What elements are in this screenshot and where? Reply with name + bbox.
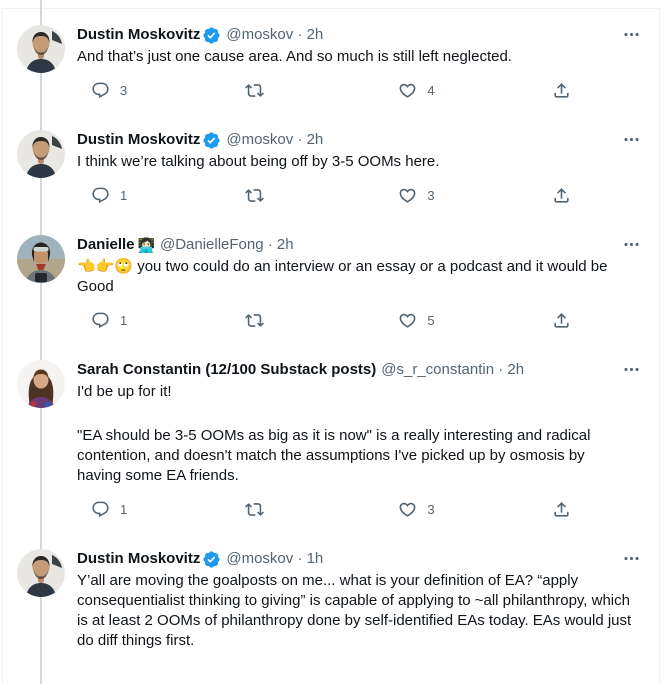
retweet-arrows-icon (245, 186, 264, 205)
tweet-header (77, 360, 643, 380)
heart-icon (398, 500, 417, 519)
danielle-fong-avatar[interactable] (17, 235, 65, 283)
author-name[interactable]: Dustin Moskovitz (77, 550, 201, 567)
like-count: 3 (427, 187, 435, 203)
reply-count: 1 (120, 501, 128, 517)
author-handle[interactable]: @DanielleFong · 2h (159, 236, 294, 253)
like-button[interactable] (398, 186, 435, 205)
tweet-text: I think we’re talking about being off by 3-5 OOMs here. (77, 153, 440, 170)
tweet[interactable] (3, 344, 659, 533)
author-name-emoji: 👩🏻‍💻 (137, 237, 155, 253)
author-handle[interactable]: @s_r_constantin · 2h (381, 361, 525, 378)
tweet-text: 👈👉🙄 you two could do an interview or an essay or a podcast and it would be Good (77, 258, 608, 295)
verified-badge-icon (202, 550, 221, 569)
verified-badge-icon (202, 131, 221, 150)
tweet-text: And that’s just one cause area. And so much is still left neglected. (77, 48, 512, 65)
heart-icon (398, 81, 417, 100)
more-ellipsis-icon (622, 25, 641, 44)
share-upload-icon (552, 311, 571, 330)
dustin-moskovitz-avatar[interactable] (17, 130, 65, 178)
more-ellipsis-icon (622, 360, 641, 379)
reply-button[interactable] (91, 186, 128, 205)
retweet-button[interactable] (245, 311, 282, 330)
share-button[interactable] (552, 500, 571, 519)
dustin-moskovitz-avatar[interactable] (17, 25, 65, 73)
reply-bubble-icon (91, 500, 110, 519)
share-upload-icon (552, 186, 571, 205)
tweet[interactable] (3, 533, 659, 665)
share-button[interactable] (552, 186, 571, 205)
more-ellipsis-icon (622, 130, 641, 149)
tweet-actions (77, 311, 571, 330)
tweet-text: Y’all are moving the goalposts on me... what is your definition of EA? “apply consequentialist thinking to giving” is capable of applying to ~all philanthropy, which is at least 2 OOMs of philanthropy done by self-identified EAs today. EAs would just do diff things first. (77, 572, 632, 649)
tweet-actions (77, 81, 571, 100)
tweet-header (77, 130, 643, 150)
reply-button[interactable] (91, 311, 128, 330)
share-button[interactable] (552, 81, 571, 100)
author-name[interactable]: Sarah Constantin (12/100 Substack posts) (77, 361, 377, 378)
tweet-actions (77, 186, 571, 205)
like-count: 3 (427, 501, 435, 517)
reply-button[interactable] (91, 500, 128, 519)
more-ellipsis-icon (622, 235, 641, 254)
reply-bubble-icon (91, 311, 110, 330)
share-button[interactable] (552, 311, 571, 330)
like-count: 4 (427, 82, 435, 98)
tweet-header (77, 25, 643, 45)
tweet-actions (77, 500, 571, 519)
share-upload-icon (552, 500, 571, 519)
tweet-thread (2, 8, 660, 684)
retweet-arrows-icon (245, 311, 264, 330)
reply-count: 1 (120, 312, 128, 328)
tweet-header (77, 549, 643, 569)
more-button[interactable] (620, 549, 643, 568)
author-name[interactable]: Dustin Moskovitz (77, 26, 201, 43)
reply-bubble-icon (91, 81, 110, 100)
more-button[interactable] (620, 235, 643, 254)
like-button[interactable] (398, 500, 435, 519)
retweet-button[interactable] (245, 500, 282, 519)
reply-button[interactable] (91, 81, 128, 100)
retweet-arrows-icon (245, 81, 264, 100)
reply-bubble-icon (91, 186, 110, 205)
author-handle[interactable]: @moskov · 1h (226, 550, 324, 567)
tweet-text: I'd be up for it! "EA should be 3-5 OOMs as big as it is now" is a really interesting and radical contention, and doesn't match the assumptions I've picked up by osmosis by having some EA friends. (77, 383, 591, 484)
more-button[interactable] (620, 130, 643, 149)
retweet-arrows-icon (245, 500, 264, 519)
author-name[interactable]: Dustin Moskovitz (77, 131, 201, 148)
tweet[interactable] (3, 114, 659, 219)
reply-count: 3 (120, 82, 128, 98)
dustin-moskovitz-avatar[interactable] (17, 549, 65, 597)
heart-icon (398, 311, 417, 330)
author-handle[interactable]: @moskov · 2h (226, 131, 324, 148)
like-button[interactable] (398, 311, 435, 330)
heart-icon (398, 186, 417, 205)
share-upload-icon (552, 81, 571, 100)
reply-count: 1 (120, 187, 128, 203)
tweet[interactable] (3, 9, 659, 114)
sarah-constantin-avatar[interactable] (17, 360, 65, 408)
tweet-header (77, 235, 643, 255)
author-name[interactable]: Danielle (77, 236, 135, 253)
tweet[interactable] (3, 219, 659, 344)
retweet-button[interactable] (245, 186, 282, 205)
like-count: 5 (427, 312, 435, 328)
more-ellipsis-icon (622, 549, 641, 568)
retweet-button[interactable] (245, 81, 282, 100)
like-button[interactable] (398, 81, 435, 100)
verified-badge-icon (202, 26, 221, 45)
author-handle[interactable]: @moskov · 2h (226, 26, 324, 43)
more-button[interactable] (620, 360, 643, 379)
more-button[interactable] (620, 25, 643, 44)
